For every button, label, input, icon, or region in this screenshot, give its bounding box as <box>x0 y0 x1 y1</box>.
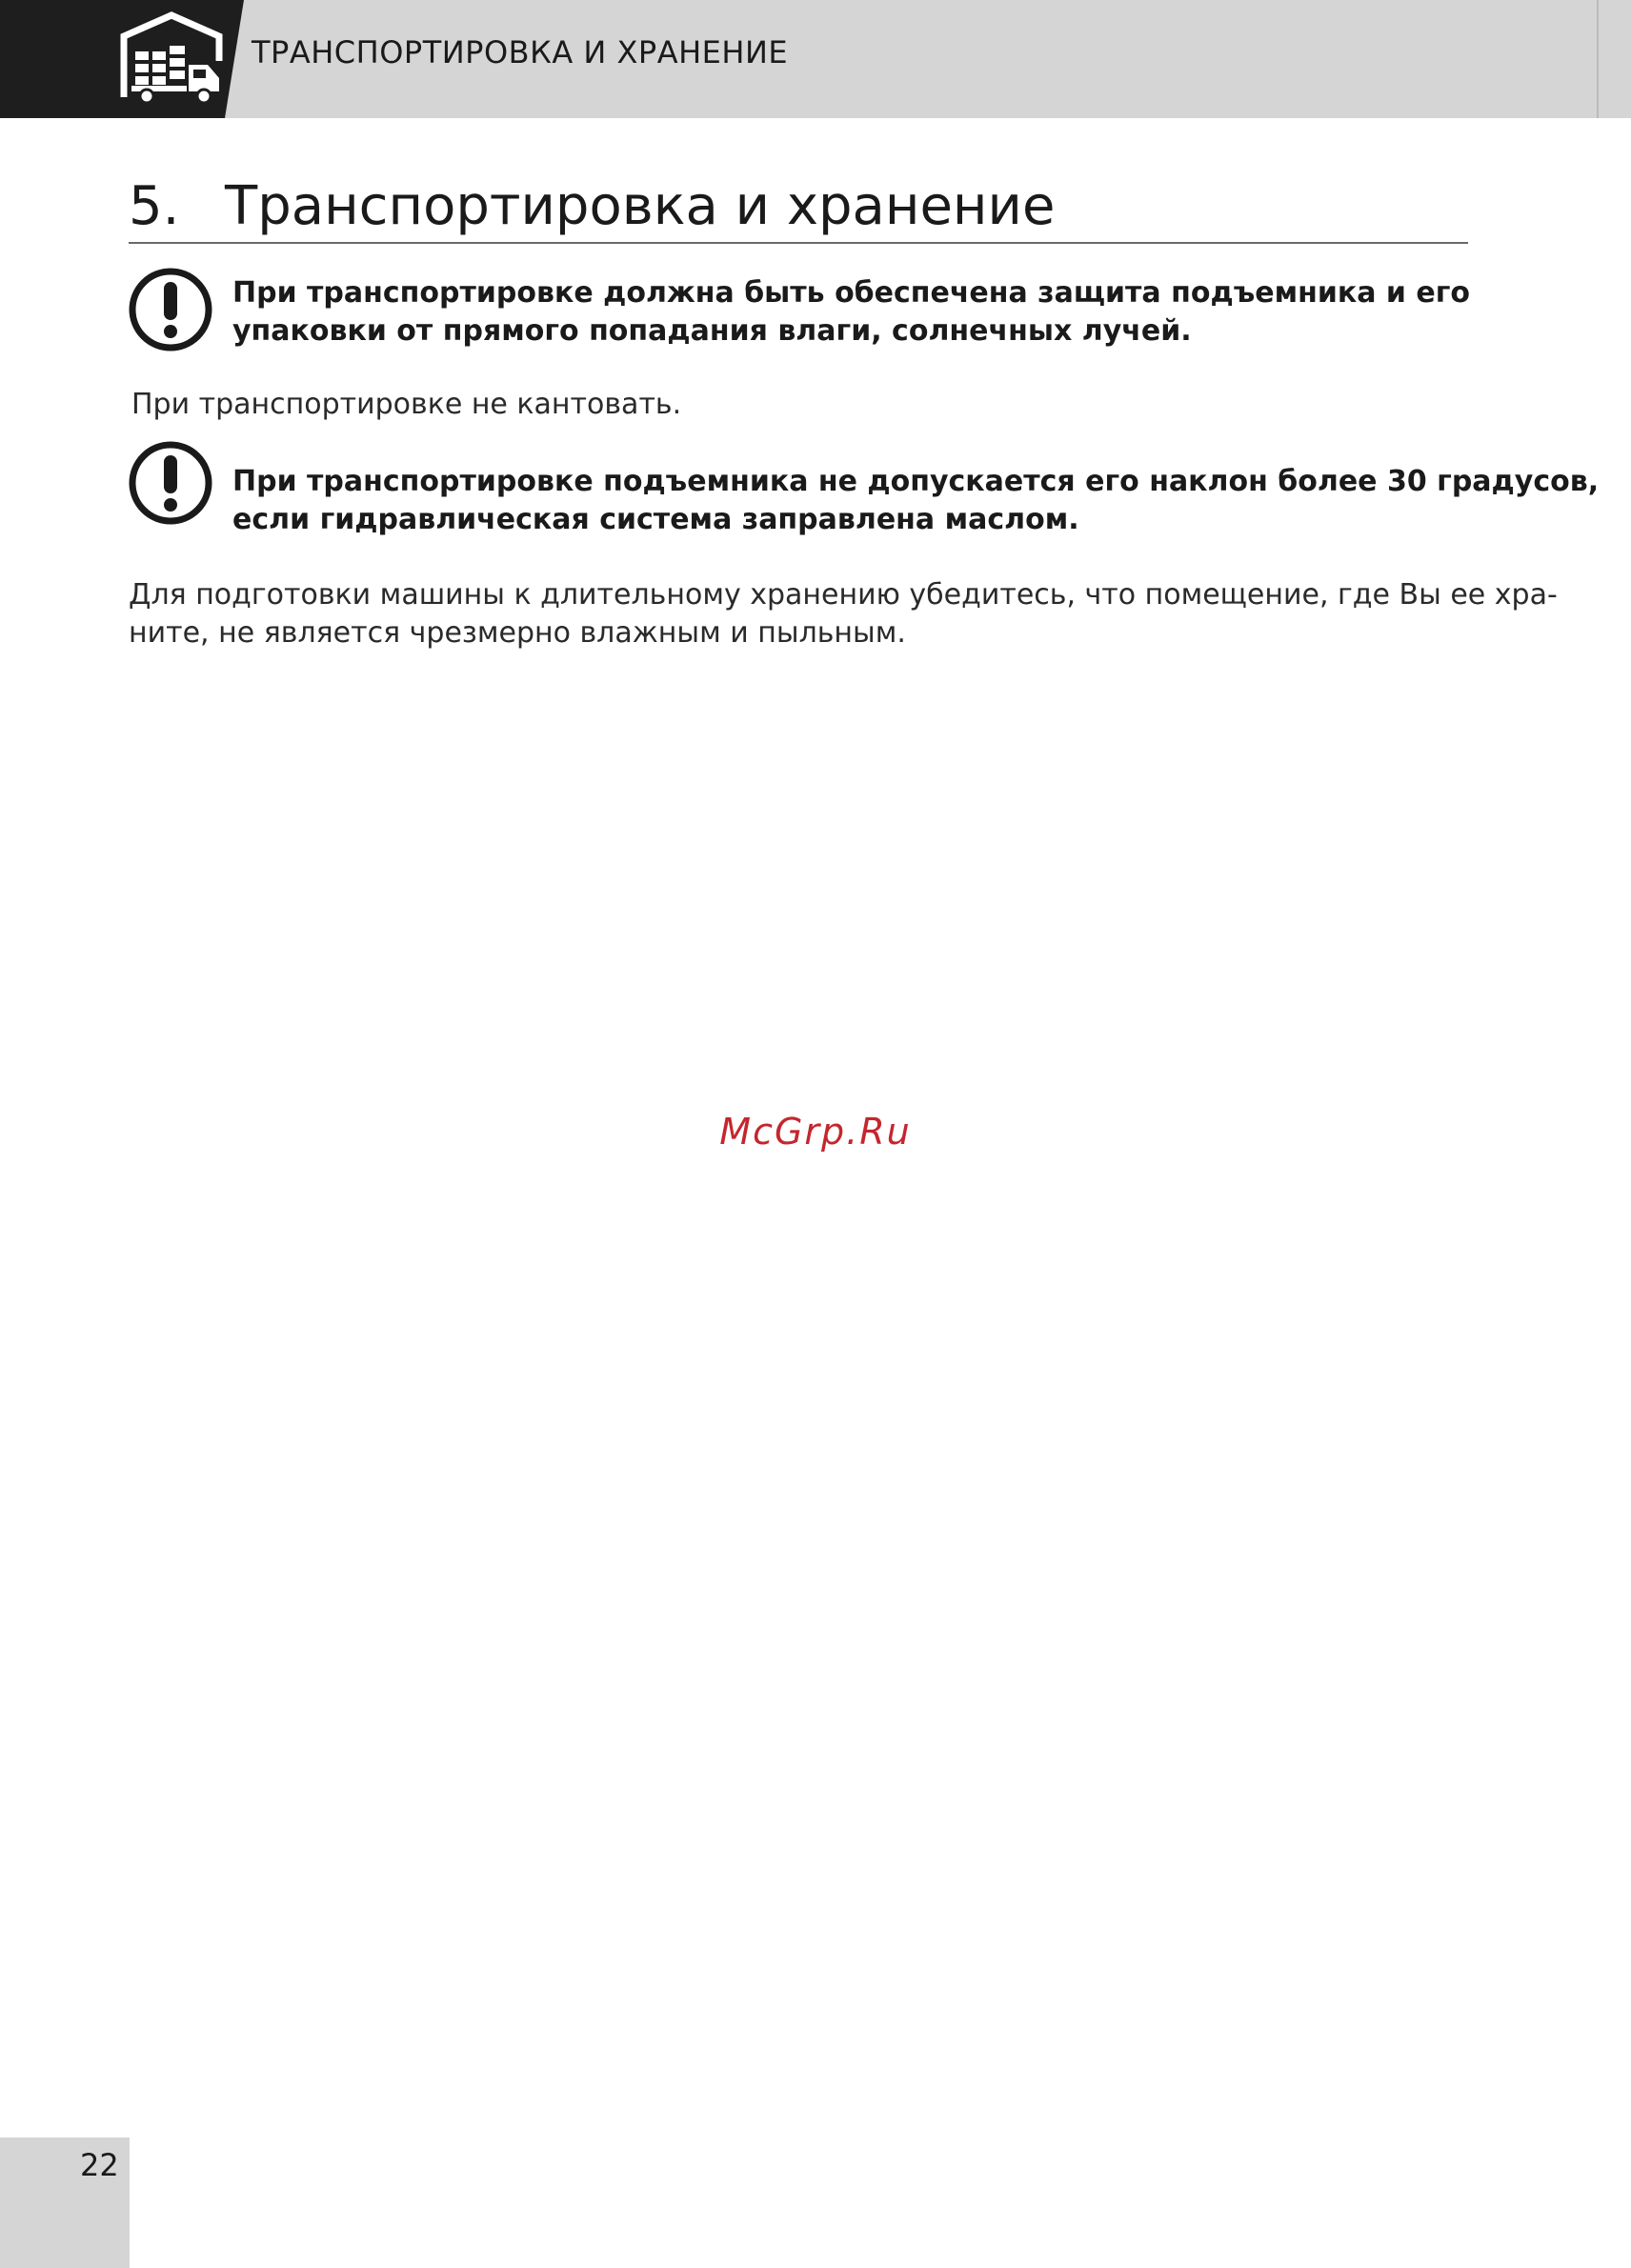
section-heading <box>129 175 1468 244</box>
header-divider <box>1597 0 1599 118</box>
warning-text <box>232 463 1600 539</box>
warning-line: упаковки от прямого попадания влаги, солнечных лучей. <box>232 314 1192 348</box>
warning-text <box>232 274 1490 351</box>
header-title: ТРАНСПОРТИРОВКА И ХРАНЕНИЕ <box>252 34 789 70</box>
exclamation-circle-icon <box>128 267 213 352</box>
warning-line: При транспортировке подъемника не допускается его наклон более 30 градусов, <box>232 465 1600 498</box>
paragraph-line: ните, не является чрезмерно влажным и пыльным. <box>129 616 906 650</box>
watermark: McGrp.Ru <box>719 1111 912 1153</box>
warehouse-truck-icon <box>118 10 225 105</box>
warning-line: При транспортировке должна быть обеспечена защита подъемника и его <box>232 276 1470 310</box>
page-title: Транспортировка и хранение <box>225 175 1056 237</box>
exclamation-circle-icon <box>128 440 213 526</box>
warning-line: если гидравлическая система заправлена маслом. <box>232 503 1079 536</box>
page-number: 22 <box>80 2147 119 2183</box>
paragraph-line: При транспортировке не кантовать. <box>131 388 682 421</box>
body-paragraph <box>131 386 681 424</box>
section-number: 5. <box>129 175 180 237</box>
page-header <box>0 0 1631 118</box>
body-paragraph <box>129 576 1558 652</box>
paragraph-line: Для подготовки машины к длительному хранению убедитесь, что помещение, где Вы ее хра- <box>129 578 1558 612</box>
